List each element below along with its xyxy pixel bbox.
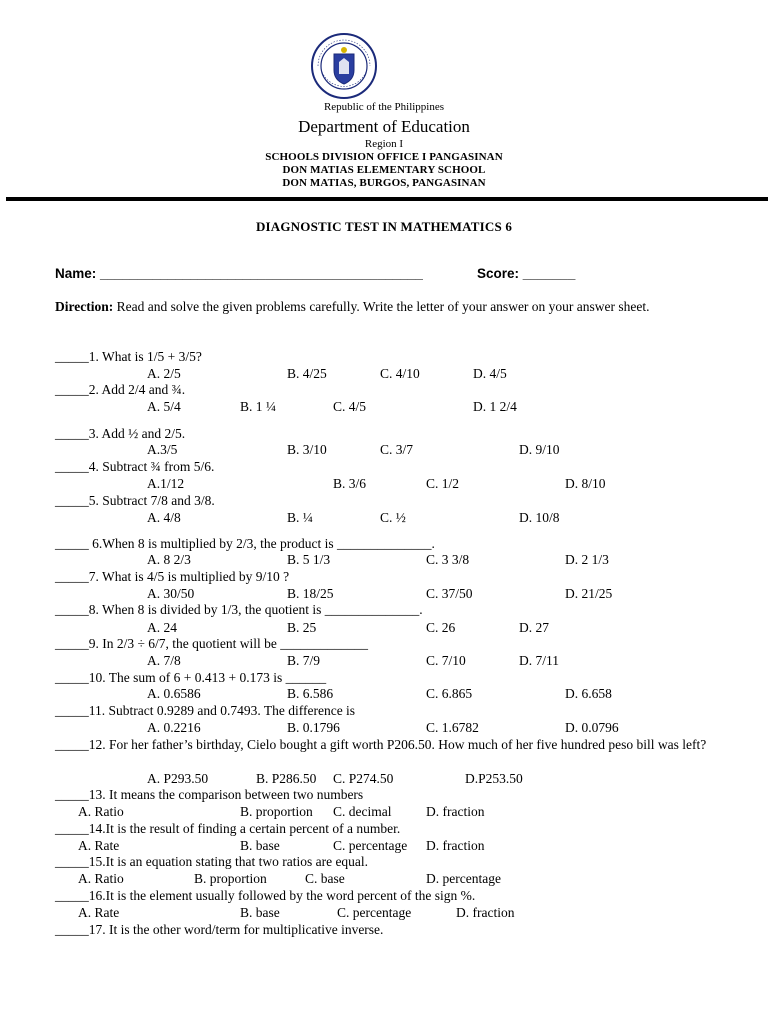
answer-choice: B. 7/9 [287,653,321,668]
answer-choice: D. 6.658 [565,686,612,701]
question-stem: _____11. Subtract 0.9289 and 0.7493. The difference is [55,703,356,718]
answer-choice: C. 37/50 [426,586,473,601]
question-stem: _____16.It is the element usually followed by the word percent of the sign %. [55,888,476,903]
question-stem: _____15.It is an equation stating that two ratios are equal. [55,854,369,869]
answer-choice: C. 4/10 [380,366,420,381]
answer-choice: D. 10/8 [519,510,560,525]
answer-choice: D. 7/11 [519,653,559,668]
answer-choice: A. 4/8 [147,510,181,525]
answer-choice: C. 7/10 [426,653,466,668]
direction-label: Direction: [55,299,114,314]
answer-choice: A.3/5 [147,442,178,457]
answer-choice: D. 0.0796 [565,720,619,735]
answer-choice: B. 25 [287,620,317,635]
answer-choice: A. 0.2216 [147,720,201,735]
answer-choice: D. fraction [456,905,515,920]
answer-choice: C. 26 [426,620,456,635]
answer-choice: C. 6.865 [426,686,473,701]
question-stem: _____1. What is 1/5 + 3/5? [55,349,202,364]
answer-choice: C. 3/7 [380,442,414,457]
answer-choice: B. proportion [240,804,313,819]
header-divider [6,197,768,201]
answer-choice: A. Ratio [78,871,124,886]
header-region: Region I [364,138,404,150]
question-stem: _____17. It is the other word/term for multiplicative inverse. [55,922,384,937]
answer-choice: B. ¼ [287,510,313,525]
direction-text: Read and solve the given problems carefully. Write the letter of your answer on your answer sheet. [113,299,650,314]
answer-choice: D. fraction [426,838,485,853]
answer-choice: A. 5/4 [147,399,181,414]
answer-choice: C. percentage [337,905,412,920]
answer-choice: C. base [305,871,345,886]
question-stem: _____3. Add ½ and 2/5. [55,426,186,441]
answer-choice: A. 7/8 [147,653,181,668]
answer-choice: D. 8/10 [565,476,606,491]
answer-choice: C. 3 3/8 [426,552,470,567]
header-address: DON MATIAS, BURGOS, PANGASINAN [282,177,486,189]
answer-choice: A. 30/50 [147,586,195,601]
answer-choice: C. decimal [333,804,392,819]
header-school: DON MATIAS ELEMENTARY SCHOOL [282,164,486,176]
answer-choice: B. P286.50 [256,771,317,786]
answer-choice: A. Rate [78,838,120,853]
question-stem: _____10. The sum of 6 + 0.413 + 0.173 is ______ [55,670,327,685]
answer-choice: A. 0.6586 [147,686,201,701]
answer-choice: B. 18/25 [287,586,334,601]
deped-seal-logo [310,32,378,100]
answer-choice: D.P253.50 [465,771,523,786]
answer-choice: C. P274.50 [333,771,394,786]
answer-choice: A. P293.50 [147,771,209,786]
answer-choice: A. Ratio [78,804,124,819]
question-stem: _____4. Subtract ¾ from 5/6. [55,459,215,474]
answer-choice: C. percentage [333,838,408,853]
answer-choice: A. 24 [147,620,177,635]
question-stem: _____2. Add 2/4 and ¾. [55,382,186,397]
answer-choice: C. 1.6782 [426,720,479,735]
answer-choice: D. 1 2/4 [473,399,517,414]
answer-choice: D. 2 1/3 [565,552,609,567]
answer-choice: D. 9/10 [519,442,560,457]
question-stem: _____9. In 2/3 ÷ 6/7, the quotient will be _____________ [55,636,369,651]
answer-choice: B. proportion [194,871,267,886]
answer-choice: B. 0.1796 [287,720,340,735]
answer-choice: B. 6.586 [287,686,334,701]
answer-choice: D. 4/5 [473,366,507,381]
question-stem: _____8. When 8 is divided by 1/3, the quotient is ______________. [55,602,423,617]
answer-choice: C. 1/2 [426,476,460,491]
question-stem: _____14.It is the result of finding a certain percent of a number. [55,821,401,836]
question-stem: _____5. Subtract 7/8 and 3/8. [55,493,215,508]
answer-choice: B. base [240,905,280,920]
score-field-label: Score: _______ [477,266,576,281]
answer-choice: A. 2/5 [147,366,181,381]
header-department: Department of Education [298,117,470,136]
answer-choice: C. 4/5 [333,399,367,414]
answer-choice: C. ½ [380,510,406,525]
answer-choice: A. Rate [78,905,120,920]
answer-choice: A.1/12 [147,476,185,491]
answer-choice: D. percentage [426,871,501,886]
name-field-label: Name: ___________________________________________ [55,266,423,281]
answer-choice: B. 3/10 [287,442,327,457]
answer-choice: D. 27 [519,620,549,635]
answer-choice: B. 3/6 [333,476,367,491]
direction-paragraph [55,298,705,315]
answer-choice: B. 1 ¼ [240,399,277,414]
answer-choice: A. 8 2/3 [147,552,191,567]
header-republic: Republic of the Philippines [323,101,445,113]
question-stem: _____12. For her father’s birthday, Cielo bought a gift worth P206.50. How much of her five hundred peso bill was left? [55,737,707,752]
answer-choice: B. base [240,838,280,853]
header-division: SCHOOLS DIVISION OFFICE I PANGASINAN [265,151,503,163]
test-title: DIAGNOSTIC TEST IN MATHEMATICS 6 [255,219,513,234]
question-stem: _____7. What is 4/5 is multiplied by 9/10 ? [55,569,290,584]
answer-choice: D. 21/25 [565,586,613,601]
question-stem: _____13. It means the comparison between two numbers [55,787,364,802]
answer-choice: D. fraction [426,804,485,819]
answer-choice: B. 5 1/3 [287,552,331,567]
answer-choice: B. 4/25 [287,366,327,381]
question-stem: _____ 6.When 8 is multiplied by 2/3, the product is ______________. [55,536,435,551]
